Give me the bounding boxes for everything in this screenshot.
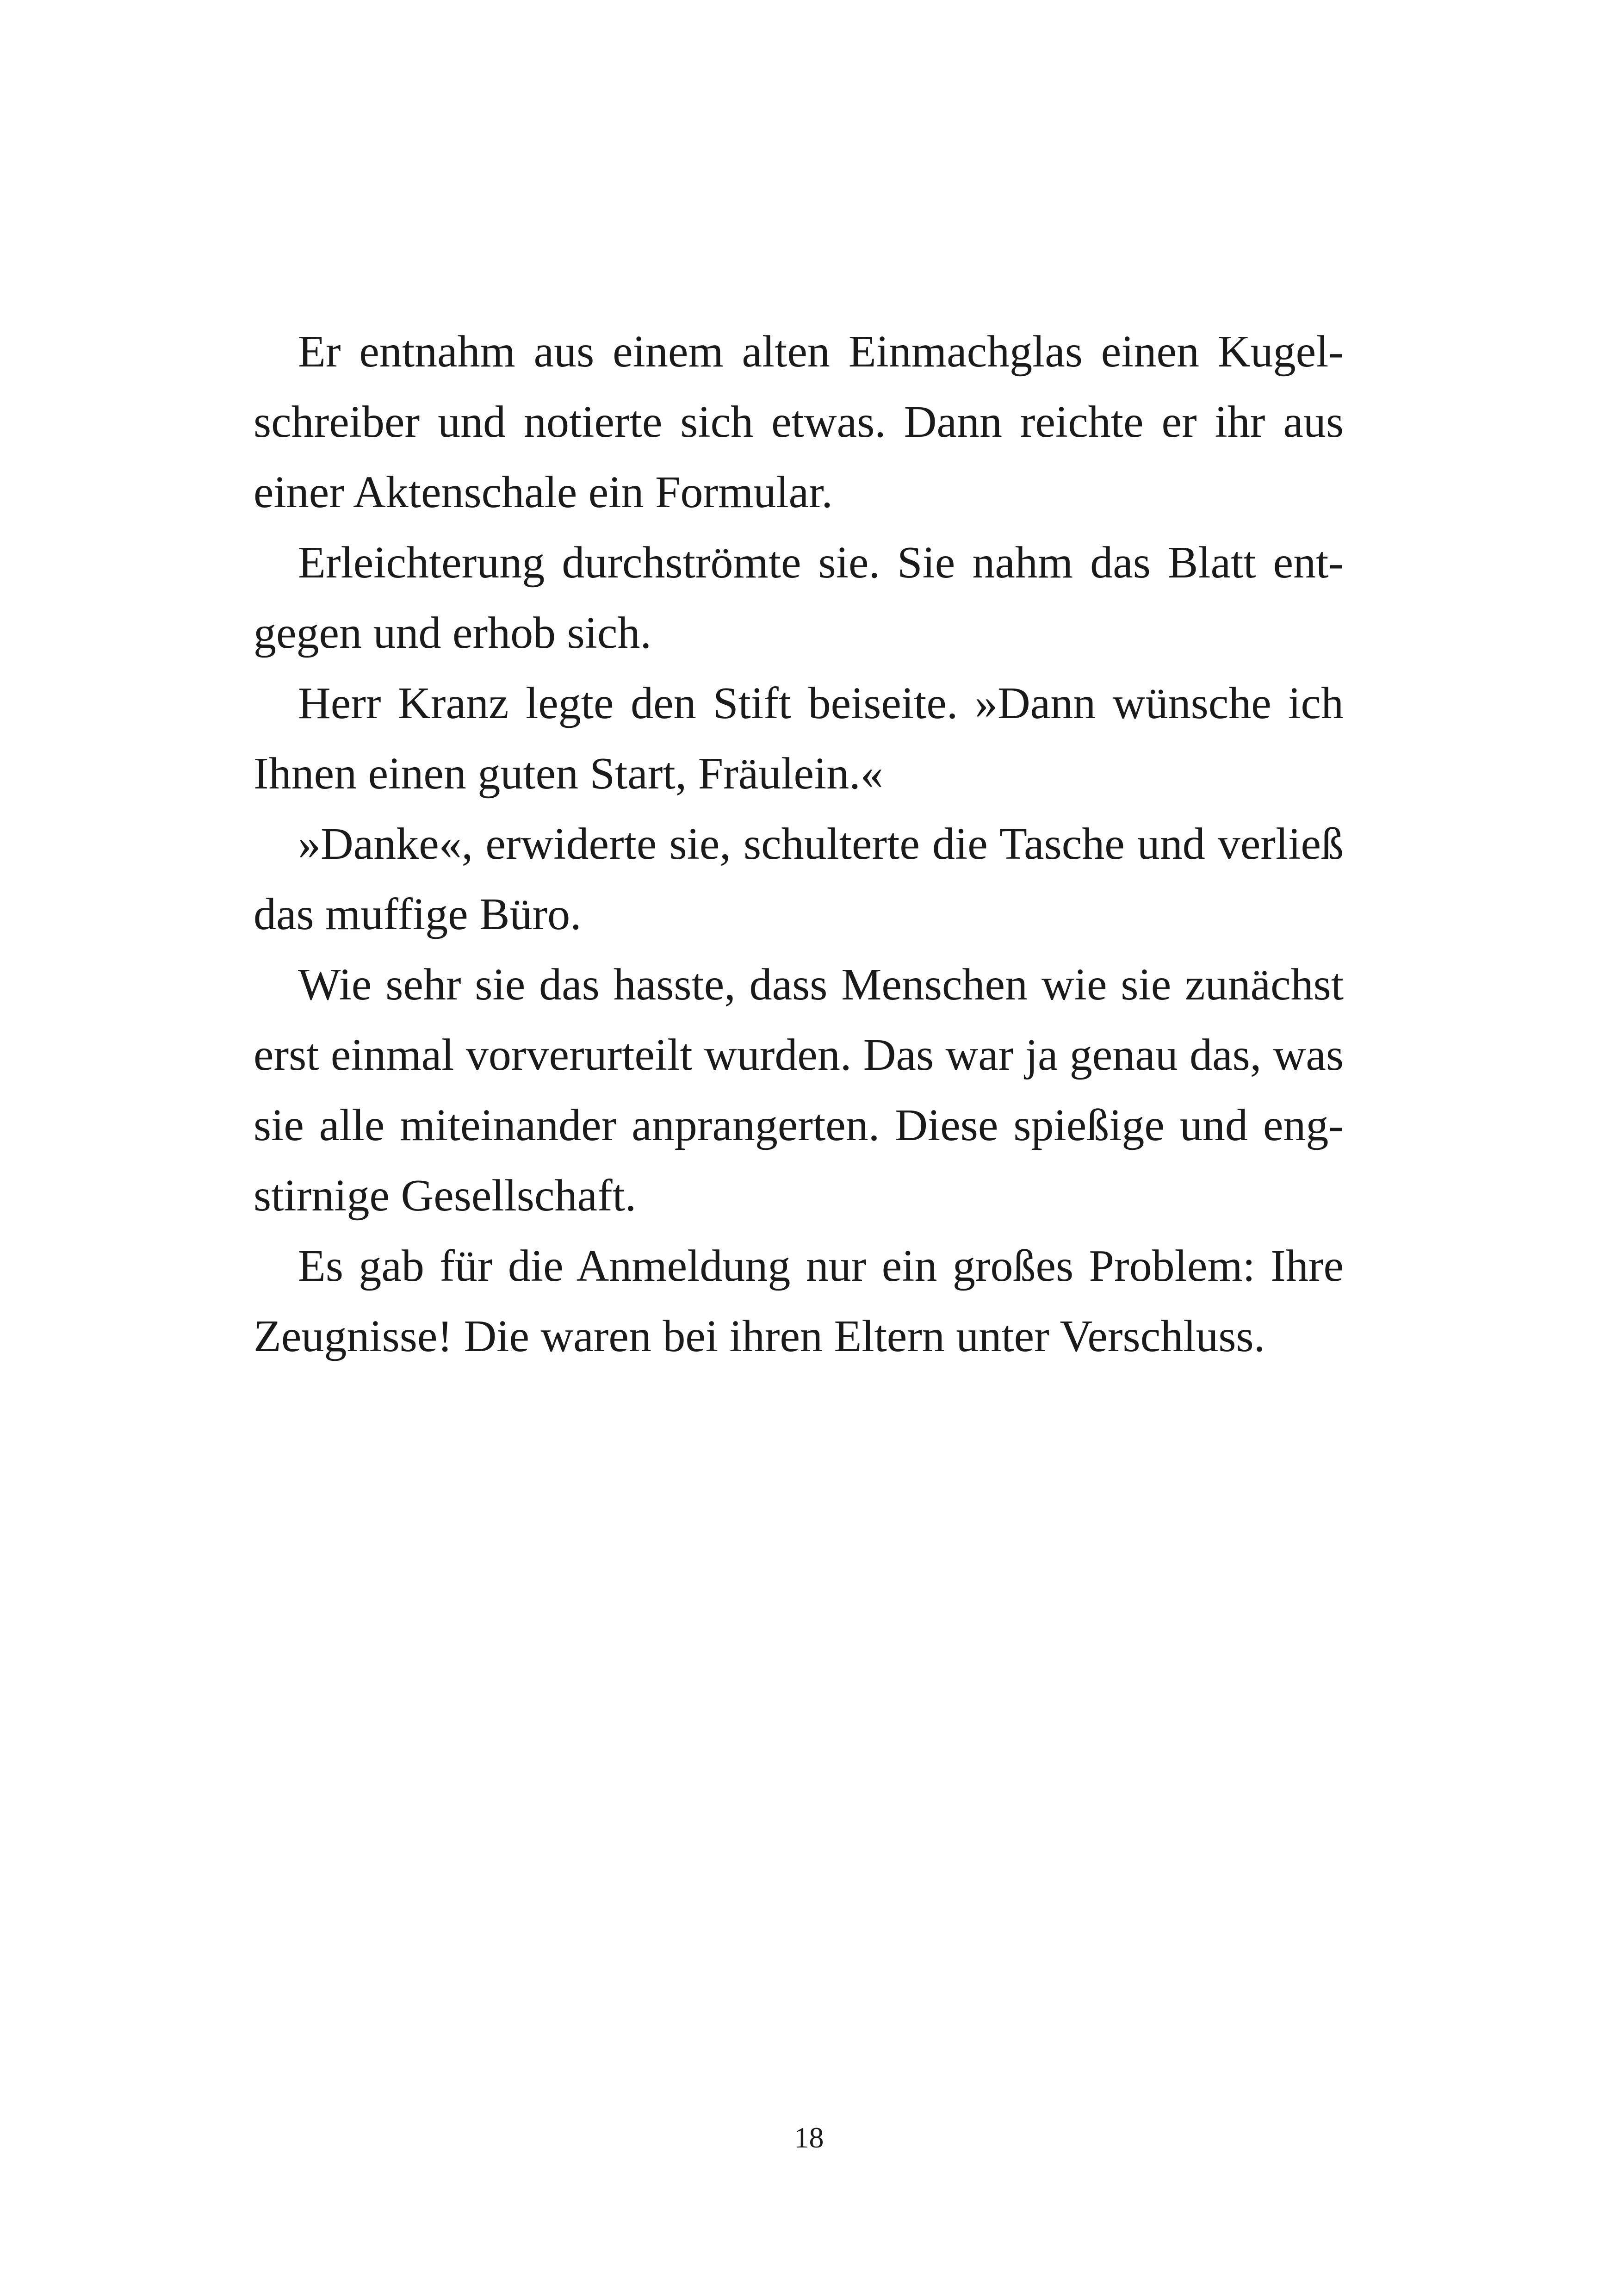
- paragraph: [254, 1231, 1344, 1371]
- paragraph: [254, 527, 1344, 668]
- text-line: Wie sehr sie das hasste, dass Menschen wie sie zunächst: [298, 960, 1344, 1010]
- text-line: Er entnahm aus einem alten Einmachglas einen Kugel-: [298, 327, 1344, 377]
- text-line: schreiber und notierte sich etwas. Dann reichte er ihr aus: [254, 397, 1344, 447]
- text-line: Herr Kranz legte den Stift beiseite. »Dann wünsche ich: [298, 678, 1344, 728]
- paragraph: [254, 809, 1344, 949]
- text-line: sie alle miteinander anprangerten. Diese spießige und eng-: [254, 1100, 1344, 1150]
- text-line: Erleichterung durchströmte sie. Sie nahm das Blatt ent-: [298, 538, 1344, 588]
- text-line: gegen und erhob sich.: [254, 608, 651, 658]
- text-line: Ihnen einen guten Start, Fräulein.«: [254, 749, 883, 799]
- text-line: das muffige Büro.: [254, 889, 582, 939]
- text-line: erst einmal vorverurteilt wurden. Das war ja genau das, was: [254, 1030, 1344, 1080]
- paragraph: [254, 949, 1344, 1231]
- text-line: einer Aktenschale ein Formular.: [254, 467, 833, 517]
- paragraph: [254, 316, 1344, 527]
- text-line: Zeugnisse! Die waren bei ihren Eltern unter Verschluss.: [254, 1311, 1265, 1361]
- text-line: stirnige Gesellschaft.: [254, 1171, 637, 1221]
- text-line: »Danke«, erwiderte sie, schulterte die Tasche und verließ: [298, 819, 1344, 869]
- body-text: [254, 316, 1344, 1371]
- page-number: 18: [794, 2121, 824, 2154]
- text-line: Es gab für die Anmeldung nur ein großes Problem: Ihre: [298, 1241, 1344, 1291]
- paragraph: [254, 668, 1344, 809]
